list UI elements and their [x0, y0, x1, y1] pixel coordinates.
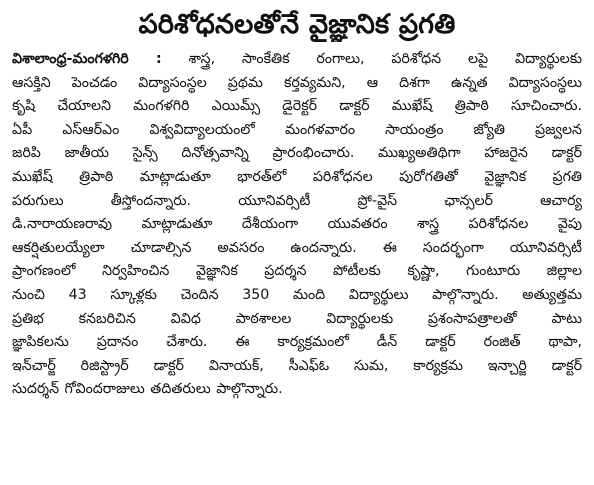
article-line: ఆకర్షితులయ్యేలా చూడాల్సిన అవసరం ఉందన్నారు. ఈ సందర్భంగా యూనివర్సిటీ: [12, 239, 582, 256]
article-line: [12, 48, 582, 72]
article-body: [12, 48, 582, 402]
headline: పరిశోధనలతోనే వైజ్ఞానిక ప్రగతి: [138, 9, 456, 40]
article-line: ఆసక్తిని పెంచడం విద్యాసంస్థల ప్రథమ కర్తవ్యమని, ఆ దిశగా ఉన్నత విద్యాసంస్థలు: [12, 74, 582, 91]
article-line: కృషి చేయాలని మంగళగిరి ఎయిమ్స్ డైరెక్టర్ డాక్టర్ ముఖేష్ త్రిపాఠి సూచించారు.: [12, 98, 582, 115]
article-line-text: శాస్త్ర, సాంకేతిక రంగాలు, పరిశోధన లపై విద్యార్థులకు: [188, 51, 582, 67]
article-line: డి.నారాయణరావు మాట్లాడుతూ దేశీయంగా యువతరం శాస్త్ర పరిశోధనల వైపు: [12, 216, 582, 233]
article-line: ప్రాంగణంలో నిర్వహించిన వైజ్ఞానిక ప్రదర్శన పోటీలకు కృష్ణా, గుంటూరు జిల్లాల: [12, 263, 582, 280]
article-line: ఇన్‌చార్జ్ రిజిస్ట్రార్ డాక్టర్ వినాయక్, సీఎఫ్ఓ సుమ, కార్యక్రమ ఇన్చార్జి డాక్టర్: [12, 357, 582, 374]
article-line: జరిపి జాతీయ సైన్స్ దినోత్సవాన్ని ప్రారంభించారు. ముఖ్యఅతిథిగా హాజరైన డాక్టర్: [12, 145, 582, 162]
article-line: ముఖేష్ త్రిపాఠి మాట్లాడుతూ భారత్‌లో పరిశోధనల పురోగతితో వైజ్ఞానిక ప్రగతి: [12, 168, 582, 185]
article-line: ఏపీ ఎస్ఆర్ఎం విశ్వవిద్యాలయంలో మంగళవారం సాయంత్రం జ్యోతి ప్రజ్వలన: [12, 121, 582, 138]
dateline: విశాలాంధ్ర-మంగళగిరి :: [12, 51, 162, 67]
article-line: నుంచి 43 స్కూళ్లకు చెందిన 350 మంది విద్యార్థులు పాల్గొన్నారు. అత్యుత్తమ: [12, 286, 582, 303]
article-line: సుదర్శన్ గోవిందరాజులు తదితరులు పాల్గొన్నారు.: [12, 381, 283, 398]
article-line: ప్రతిభ కనబరిచిన వివిధ పాఠశాలల విద్యార్థులకు ప్రశంసాపత్రాలతో పాటు: [12, 310, 582, 327]
article-line: జ్ఞాపికలను ప్రదానం చేశారు. ఈ కార్యక్రమంలో డీన్ డాక్టర్ రంజిత్ థాపా,: [12, 334, 582, 351]
article-line: పరుగులు తీస్తోందన్నారు. యూనివర్సిటీ ప్రో-వైస్ ఛాన్సలర్ ఆచార్య: [12, 192, 582, 209]
